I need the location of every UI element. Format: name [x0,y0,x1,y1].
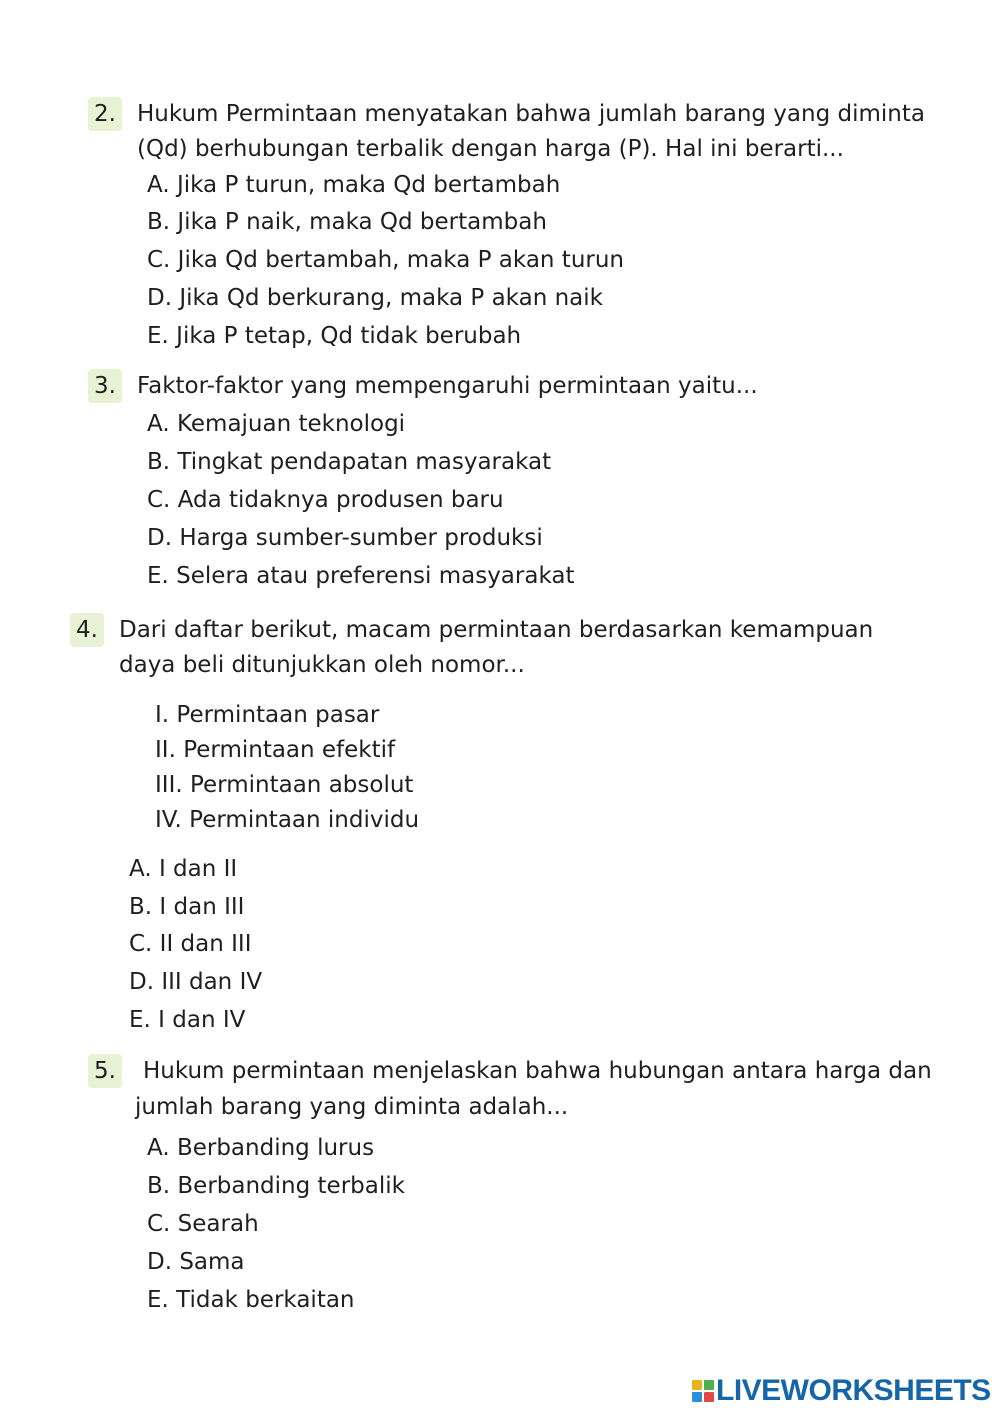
question-text: (Qd) berhubungan terbalik dengan harga (P). Hal ini berarti... [137,136,844,162]
list-item: III. Permintaan absolut [155,772,414,798]
option-c[interactable]: C. Searah [147,1211,259,1237]
option-b[interactable]: B. Berbanding terbalik [147,1173,405,1199]
option-e[interactable]: E. Jika P tetap, Qd tidak berubah [147,323,522,349]
option-d[interactable]: D. Harga sumber-sumber produksi [147,525,543,551]
option-b[interactable]: B. I dan III [129,894,245,920]
option-d[interactable]: D. III dan IV [129,969,263,995]
option-a[interactable]: A. Berbanding lurus [147,1135,375,1161]
question-number: 3. [88,369,122,403]
question-text: Dari daftar berikut, macam permintaan berdasarkan kemampuan [119,617,874,643]
option-d[interactable]: D. Jika Qd berkurang, maka P akan naik [147,285,603,311]
list-item: I. Permintaan pasar [155,702,380,728]
option-c[interactable]: C. II dan III [129,931,252,957]
question-number: 4. [70,613,104,647]
option-b[interactable]: B. Tingkat pendapatan masyarakat [147,449,552,475]
question-text: Hukum permintaan menjelaskan bahwa hubungan antara harga dan [143,1058,932,1084]
logo-text: LIVEWORKSHEETS [716,1374,991,1407]
liveworksheets-logo-icon [692,1380,714,1402]
option-a[interactable]: A. I dan II [129,856,238,882]
option-b[interactable]: B. Jika P naik, maka Qd bertambah [147,209,547,235]
option-c[interactable]: C. Ada tidaknya produsen baru [147,487,504,513]
question-number: 5. [88,1054,122,1088]
option-e[interactable]: E. I dan IV [129,1007,246,1033]
option-c[interactable]: C. Jika Qd bertambah, maka P akan turun [147,247,625,273]
option-a[interactable]: A. Kemajuan teknologi [147,411,406,437]
list-item: IV. Permintaan individu [155,807,420,833]
list-item: II. Permintaan efektif [155,737,396,763]
option-e[interactable]: E. Selera atau preferensi masyarakat [147,563,575,589]
question-number: 2. [88,97,122,131]
question-text: Faktor-faktor yang mempengaruhi permintaan yaitu... [137,373,758,399]
option-e[interactable]: E. Tidak berkaitan [147,1287,355,1313]
liveworksheets-logo[interactable] [692,1374,991,1408]
question-text: Hukum Permintaan menyatakan bahwa jumlah barang yang diminta [137,101,925,127]
option-d[interactable]: D. Sama [147,1249,245,1275]
question-text: jumlah barang yang diminta adalah... [135,1094,569,1120]
question-text: daya beli ditunjukkan oleh nomor... [119,652,525,678]
option-a[interactable]: A. Jika P turun, maka Qd bertambah [147,172,561,198]
